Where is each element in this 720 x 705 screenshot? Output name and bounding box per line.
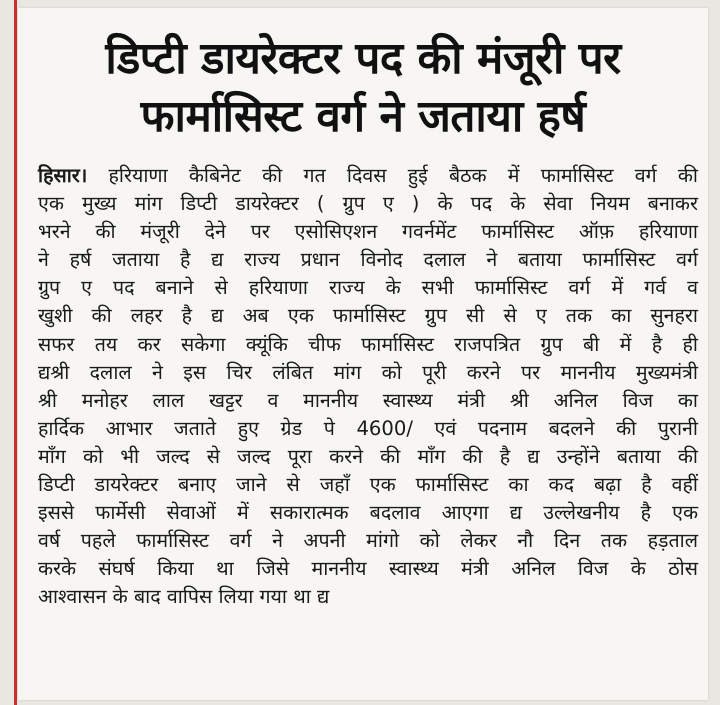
article-line: डिप्टी डायरेक्टर बनाए जाने से जहाँ एक फार्मासिस्ट का कद बढ़ा है वहीं — [38, 473, 698, 497]
newspaper-clipping — [18, 8, 708, 700]
headline — [18, 8, 708, 146]
headline-line-1: डिप्टी डायरेक्टर पद की मंजूरी पर — [105, 33, 621, 84]
article-line: माँग को भी जल्द से जल्द पूरा करने की माँग की है द्य उन्होंने बताया की — [38, 444, 698, 468]
article-line: इससे फार्मेसी सेवाओं में सकारात्मक बदलाव आएगा द्य उल्लेखनीय है एक — [38, 501, 698, 525]
article-line: श्री मनोहर लाल खट्टर व माननीय स्वास्थ्य मंत्री श्री अनिल विज का — [38, 388, 698, 412]
article-line: एक मुख्य मांग डिप्टी डायरेक्टर ( ग्रुप ए ) के पद के सेवा नियम बनाकर — [38, 192, 698, 216]
article-line: वर्ष पहले फार्मासिस्ट वर्ग ने अपनी मांगो को लेकर नौ दिन तक हड़ताल — [38, 529, 698, 553]
article-body — [38, 162, 698, 612]
article-line: आश्वासन के बाद वापिस लिया गया था द्य — [38, 585, 330, 609]
article-line: करके संघर्ष किया था जिसे माननीय स्वास्थ्य मंत्री अनिल विज के ठोस — [38, 557, 698, 581]
red-margin-line — [14, 0, 17, 705]
article-line — [38, 162, 698, 190]
article-line: भरने की मंजूरी देने पर एसोसिएशन गवर्नमेंट फार्मासिस्ट ऑफ़ हरियाणा — [38, 220, 698, 244]
dateline: हिसार। — [38, 164, 88, 187]
article-line: सफर तय कर सकेगा क्यूंकि चीफ फार्मासिस्ट राजपत्रित ग्रुप बी में है ही — [38, 332, 698, 356]
article-line: खुशी की लहर है द्य अब एक फार्मासिस्ट ग्रुप सी से ए तक का सुनहरा — [38, 304, 698, 328]
headline-line-2: फार्मासिस्ट वर्ग ने जताया हर्ष — [140, 91, 586, 142]
article-line: हार्दिक आभार जताते हुए ग्रेड पे 4600/ एवं पदनाम बदलने की पुरानी — [38, 416, 698, 440]
article-line: ग्रुप ए पद बनाने से हरियाणा राज्य के सभी फार्मासिस्ट वर्ग में गर्व व — [38, 276, 698, 300]
article-line: ने हर्ष जताया है द्य राज्य प्रधान विनोद दलाल ने बताया फार्मासिस्ट वर्ग — [38, 248, 698, 272]
article-line: द्यश्री दलाल ने इस चिर लंबित मांग को पूरी करने पर माननीय मुख्यमंत्री — [38, 360, 698, 384]
article-line-text: हरियाणा कैबिनेट की गत दिवस हुई बैठक में फार्मासिस्ट वर्ग की — [87, 164, 698, 187]
